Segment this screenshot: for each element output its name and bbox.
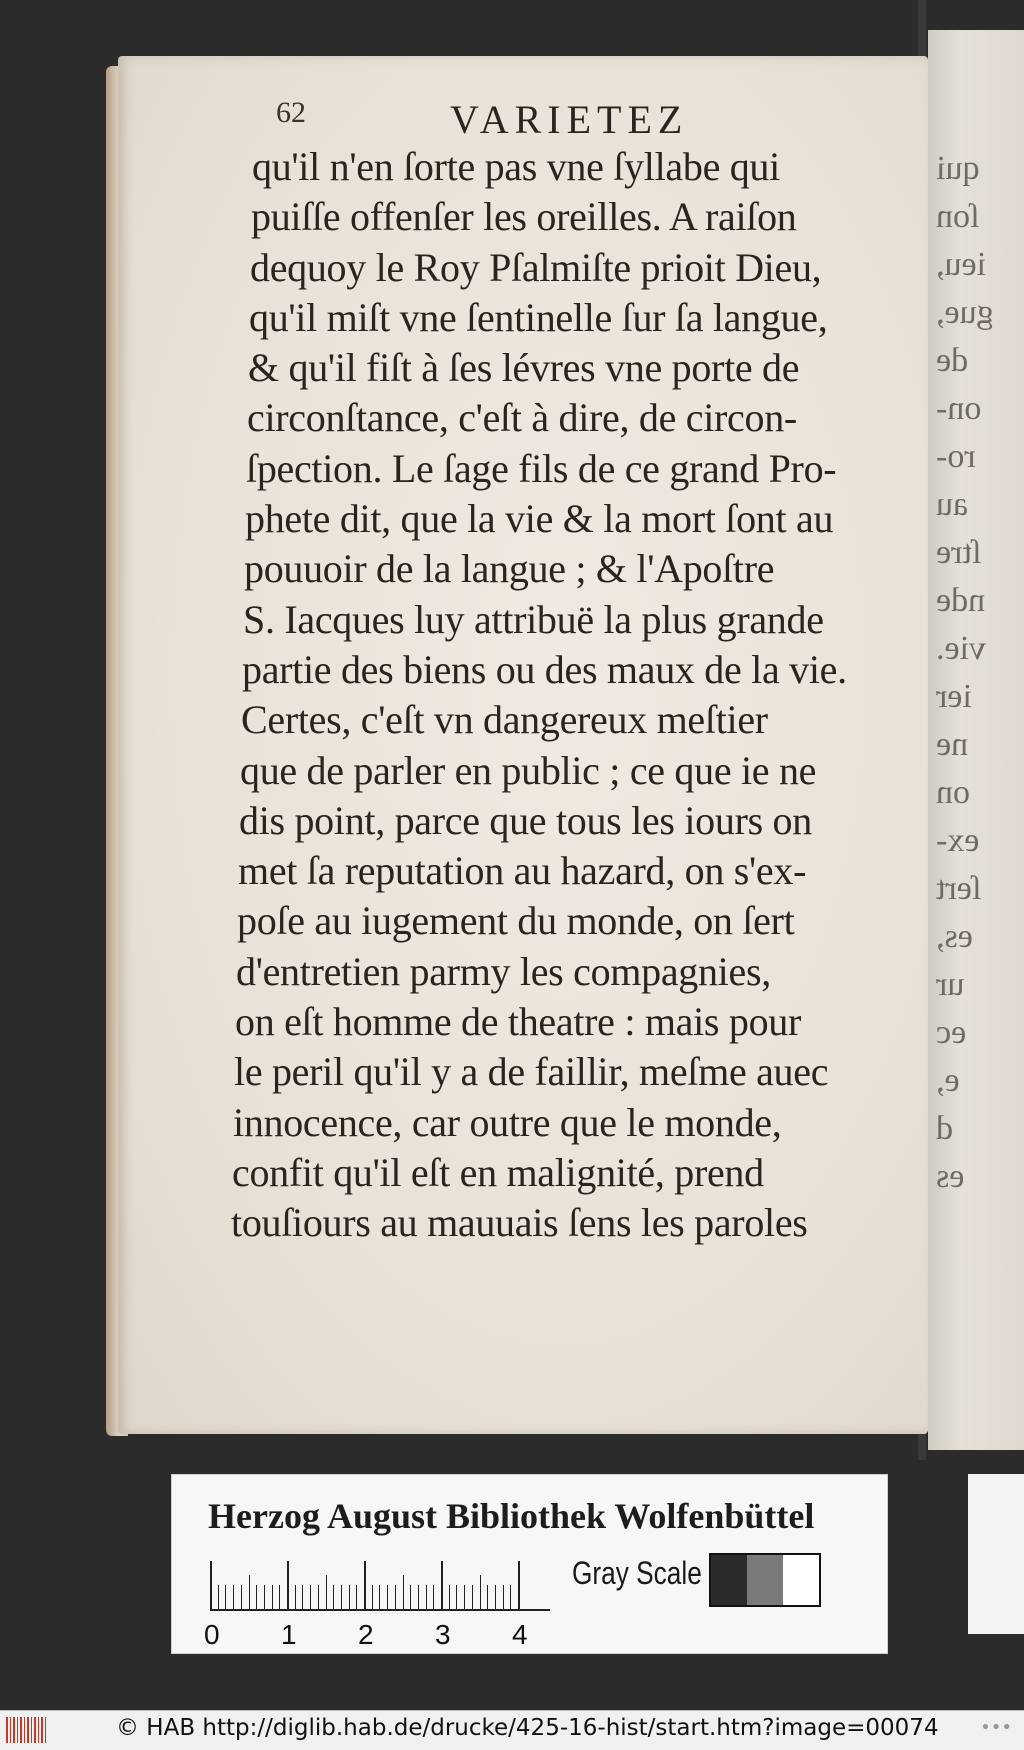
ruler-tick xyxy=(295,1585,296,1609)
facing-page-fragment: on- xyxy=(936,390,982,427)
library-name: Herzog August Bibliothek Wolfenbüttel xyxy=(208,1496,815,1536)
ruler-number: 2 xyxy=(358,1619,374,1650)
text-line: dis point, parce que tous les iours on xyxy=(239,797,812,843)
ruler-tick xyxy=(426,1585,427,1609)
ruler-tick xyxy=(356,1585,357,1609)
gray-scale-patch xyxy=(747,1555,783,1605)
ruler-tick xyxy=(287,1561,289,1609)
text-line: le peril qu'il y a de faillir, meſme auec xyxy=(234,1049,829,1095)
ruler-tick xyxy=(326,1575,327,1609)
text-line: que de parler en public ; ce que ie ne xyxy=(240,747,817,793)
library-label-card xyxy=(171,1474,888,1654)
facing-page-fragment: nde xyxy=(936,582,986,619)
facing-page-fragment: ier xyxy=(936,678,972,715)
facing-page-fragment: d xyxy=(936,1110,953,1147)
facing-page-fragment: e, xyxy=(936,1062,960,1099)
gray-scale-label: Gray Scale xyxy=(572,1555,702,1591)
facing-page-fragment: ex- xyxy=(936,822,980,859)
ruler-tick xyxy=(349,1585,350,1609)
facing-page-fragment: es xyxy=(936,1158,965,1195)
ruler-tick xyxy=(225,1585,226,1609)
text-line: ſpection. Le ſage fils de ce grand Pro- xyxy=(246,445,837,491)
ruler-tick xyxy=(302,1585,303,1609)
text-line: qu'il n'en ſorte pas vne ſyllabe qui xyxy=(252,144,780,189)
text-line: puiſſe offenſer les oreilles. A raiſon xyxy=(251,194,797,240)
hab-barcode-icon xyxy=(6,1717,46,1743)
text-line: qu'il miſt vne ſentinelle ſur ſa langue, xyxy=(249,294,828,340)
text-line: met ſa reputation au hazard, on s'ex- xyxy=(238,848,807,894)
ruler-tick xyxy=(387,1585,388,1609)
facing-page-fragment: gue, xyxy=(936,294,994,331)
facing-page-fragment: ro- xyxy=(936,438,976,475)
measurement-ruler xyxy=(204,1559,550,1650)
text-line: pouuoir de la langue ; & l'Apoſtre xyxy=(244,546,775,592)
ruler-tick xyxy=(441,1561,443,1609)
ruler-tick xyxy=(410,1585,411,1609)
ruler-tick xyxy=(279,1585,280,1609)
gray-scale-patch xyxy=(711,1555,747,1605)
facing-page-fragment: ſert xyxy=(936,870,982,907)
ruler-tick xyxy=(372,1585,373,1609)
footer-copyright-link[interactable]: © HAB http://diglib.hab.de/drucke/425-16-hist/start.htm?image=00074 xyxy=(116,1715,939,1741)
text-line: partie des biens ou des maux de la vie. xyxy=(242,646,847,692)
ruler-tick xyxy=(456,1585,457,1609)
ruler-tick xyxy=(218,1585,219,1609)
ruler-tick xyxy=(364,1561,366,1609)
ruler-tick xyxy=(495,1585,496,1609)
ruler-tick xyxy=(418,1585,419,1609)
text-line: phete dit, que la vie & la mort ſont au xyxy=(245,496,834,542)
ruler-baseline xyxy=(210,1609,550,1611)
ruler-tick xyxy=(433,1585,434,1609)
text-line: circonſtance, c'eſt à dire, de circon- xyxy=(247,395,797,441)
footer-bar xyxy=(0,1710,1024,1750)
facing-page-fragment: ieu, xyxy=(936,246,987,283)
footer-more-icon[interactable]: ••• xyxy=(980,1717,1012,1738)
facing-page-fragment: ec xyxy=(936,1014,967,1051)
ruler-tick xyxy=(210,1561,212,1609)
text-line: on eſt homme de theatre : mais pour xyxy=(235,999,802,1045)
text-line: touſiours au mauuais ſens les paroles xyxy=(231,1200,808,1246)
ruler-tick xyxy=(472,1585,473,1609)
ruler-tick xyxy=(379,1585,380,1609)
gray-scale-patch xyxy=(783,1555,819,1605)
ruler-tick xyxy=(233,1585,234,1609)
facing-page-fragment: ſon xyxy=(936,198,980,235)
running-head-title: VARIETEZ xyxy=(450,97,689,142)
facing-page-fragment: es, xyxy=(936,918,973,955)
ruler-number: 4 xyxy=(512,1619,528,1650)
facing-page-fragment: qui xyxy=(936,150,980,187)
text-line: Certes, c'eſt vn dangereux meſtier xyxy=(241,697,768,743)
text-line: dequoy le Roy Pſalmiſte prioit Dieu, xyxy=(250,244,822,290)
ruler-tick xyxy=(464,1585,465,1609)
text-line: innocence, car outre que le monde, xyxy=(233,1099,782,1145)
ruler-tick xyxy=(487,1585,488,1609)
ruler-tick xyxy=(272,1585,273,1609)
ruler-tick xyxy=(264,1585,265,1609)
text-line: d'entretien parmy les compagnies, xyxy=(236,948,771,994)
ruler-tick xyxy=(518,1561,520,1609)
page-text xyxy=(231,142,892,1249)
ruler-tick xyxy=(256,1585,257,1609)
facing-page-fragment: on xyxy=(936,774,970,811)
ruler-tick xyxy=(403,1575,404,1609)
text-line: S. Iacques luy attribuë la plus grande xyxy=(243,596,824,642)
facing-page xyxy=(928,30,1024,1450)
ruler-tick xyxy=(241,1585,242,1609)
ruler-tick xyxy=(341,1585,342,1609)
ruler-number: 1 xyxy=(281,1619,297,1650)
page-number: 62 xyxy=(276,96,306,129)
running-head xyxy=(0,96,1024,140)
ruler-number: 3 xyxy=(435,1619,451,1650)
ruler-tick xyxy=(510,1585,511,1609)
second-label-card-fragment xyxy=(968,1474,1024,1634)
text-line: & qu'il fiſt à ſes lévres vne porte de xyxy=(248,345,800,391)
ruler-tick xyxy=(395,1585,396,1609)
facing-page-fragment: ſtre xyxy=(936,534,982,571)
facing-page-fragment: vie. xyxy=(936,630,987,667)
gray-scale-swatch xyxy=(709,1553,821,1607)
ruler-tick xyxy=(310,1585,311,1609)
text-line: poſe au iugement du monde, on ſert xyxy=(237,898,795,944)
ruler-tick xyxy=(449,1585,450,1609)
ruler-tick xyxy=(480,1575,481,1609)
facing-page-fragment: au xyxy=(936,486,969,523)
ruler-tick xyxy=(333,1585,334,1609)
facing-page-fragment: ne xyxy=(936,726,969,763)
ruler-tick xyxy=(503,1585,504,1609)
facing-page-fragment: ur xyxy=(936,966,965,1003)
ruler-number: 0 xyxy=(204,1619,220,1650)
ruler-tick xyxy=(249,1575,250,1609)
facing-page-fragment: de xyxy=(936,342,969,379)
ruler-tick xyxy=(318,1585,319,1609)
text-line: confit qu'il eſt en malignité, prend xyxy=(232,1149,764,1195)
